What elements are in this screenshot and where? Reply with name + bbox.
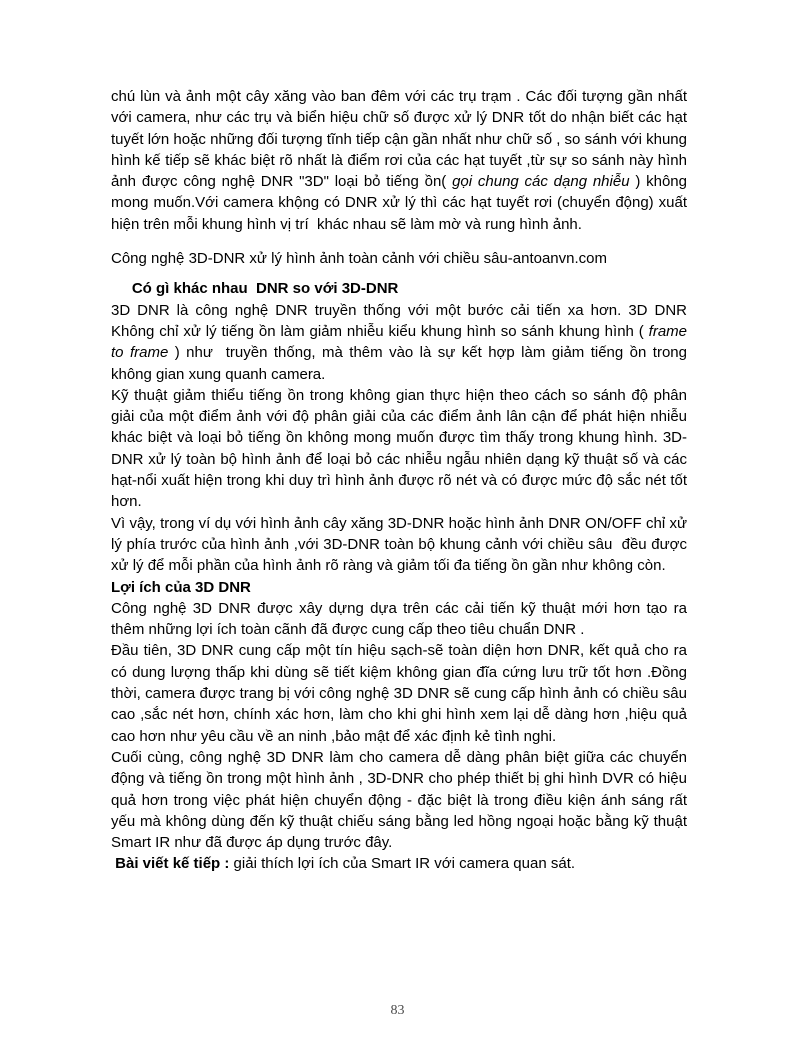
text-run: Công nghệ 3D-DNR xử lý hình ảnh toàn cảnh với chiều sâu-antoanvn.com [111, 250, 607, 268]
section-heading-loi-ich-3d-dnr [111, 577, 687, 598]
paragraph-3d-dnr-definition [111, 300, 687, 385]
text-run: ) như truyền thống, mà thêm vào là sự kết hợp làm giảm tiếng ồn trong không gian xung quanh camera. [111, 344, 687, 383]
text-run-italic: frame to frame [111, 322, 687, 362]
paragraph-noise-reduction-technique [111, 385, 687, 513]
paragraph-benefit-last [111, 747, 687, 853]
paragraph-benefit-first [111, 640, 687, 746]
paragraph-intro-continuation [111, 86, 687, 235]
paragraph-caption-line [111, 248, 687, 269]
text-run: Công nghệ 3D DNR được xây dựng dựa trên các cải tiến kỹ thuật mới hơn tạo ra thêm những lợi ích toàn cãnh đã được cung cấp theo tiêu chuẩn DNR . [111, 599, 687, 639]
text-run: ) không mong muốn.Với camera khộng có DNR xử lý thì các hạt tuyết rơi (chuyển động) xuất hiện trên mỗi khung hình vị trí khác nhau sẽ làm mờ và rung hình ảnh. [111, 173, 687, 233]
text-run: giải thích lợi ích của Smart IR với camera quan sát. [233, 855, 576, 873]
section-heading-dnr-vs-3d-dnr [111, 278, 687, 299]
text-run: Vì vậy, trong ví dụ với hình ảnh cây xăng 3D-DNR hoặc hình ảnh DNR ON/OFF chỉ xử lý phía trước của hình ảnh ,với 3D-DNR toàn bộ khung cảnh với chiều sâu đều được xử lý để mỗi phần của hình ảnh rõ ràng và giảm tối đa tiếng ồn gần như không còn. [111, 514, 687, 575]
text-run: Cuối cùng, công nghệ 3D DNR làm cho camera dễ dàng phân biệt giữa các chuyển động và tiếng ồn trong một hình ảnh , 3D-DNR cho phép thiết bị ghi hình DVR có hiệu quả hơn trong việc phát hiện chuyển động - đặc biệt là trong điều kiện ánh sáng rất yếu mà không dùng đến kỹ thuật chiếu sáng bằng led hồng ngoại hoặc bằng kỹ thuật Smart IR như đã được áp dụng trước đây. [111, 748, 687, 852]
text-run: chú lùn và ảnh một cây xăng vào ban đêm với các trụ trạm . Các đối tượng gần nhất với camera, như các trụ và biển hiệu chữ số được xử lý DNR tốt do nhận biết các hạt tuyết lớn hoặc những đối tượng tĩnh tiếp cận gần nhất như chữ số , so sánh với khung hình kế tiếp sẽ khác biệt rõ nhất là điểm rơi của các hạt tuyết ,từ sự so sánh này hình ảnh được công nghệ DNR "3D" loại bỏ tiếng ồn( [111, 88, 687, 191]
heading-text: Lợi ích của 3D DNR [111, 578, 251, 596]
text-run: Kỹ thuật giảm thiểu tiếng ồn trong không gian thực hiện theo cách so sánh độ phân giải của một điểm ảnh với độ phân giải của các điểm ảnh lân cận để phát hiện nhiễu khác biệt và loại bỏ tiếng ồn không mong muốn được tìm thấy trong khung hình. 3D-DNR xử lý toàn bộ hình ảnh để loại bỏ các nhiễu ngẫu nhiên dạng kỹ thuật số và các hạt-nổi xuất hiện trong khi duy trì hình ảnh được rõ nét và có được mức độ sắc nét tốt hơn. [111, 386, 687, 511]
page-number: 83 [390, 1003, 405, 1018]
paragraph-example-gas-station [111, 513, 687, 577]
paragraph-benefits-intro [111, 598, 687, 641]
heading-text: Có gì khác nhau DNR so với 3D-DNR [111, 280, 399, 298]
text-run: 3D DNR là công nghệ DNR truyền thống với một bước cải tiến xa hơn. 3D DNR Không chỉ xử lý tiếng ồn làm giảm nhiễu kiểu khung hình so sánh khung hình ( [111, 301, 687, 340]
paragraph-next-article [111, 853, 687, 874]
text-run: Đầu tiên, 3D DNR cung cấp một tín hiệu sạch-sẽ toàn diện hơn DNR, kết quả cho ra có dung lượng thấp khi dùng sẽ tiết kiệm không gian đĩa cứng lưu trữ tốt hơn .Đồng thời, camera được trang bị với công nghệ 3D DNR sẽ cung cấp hình ảnh có chiều sâu cao ,sắc nét hơn, chính xác hơn, làm cho khi ghi hình xem lại dễ dàng hơn ,hiệu quả cao hơn như yêu cầu về an ninh ,bảo mật để xác định kẻ tình nghi. [111, 642, 687, 745]
document-content [111, 86, 687, 875]
text-run-italic: gọi chung các dạng nhiễu [452, 173, 630, 191]
text-run-bold: Bài viết kế tiếp : [111, 855, 234, 873]
